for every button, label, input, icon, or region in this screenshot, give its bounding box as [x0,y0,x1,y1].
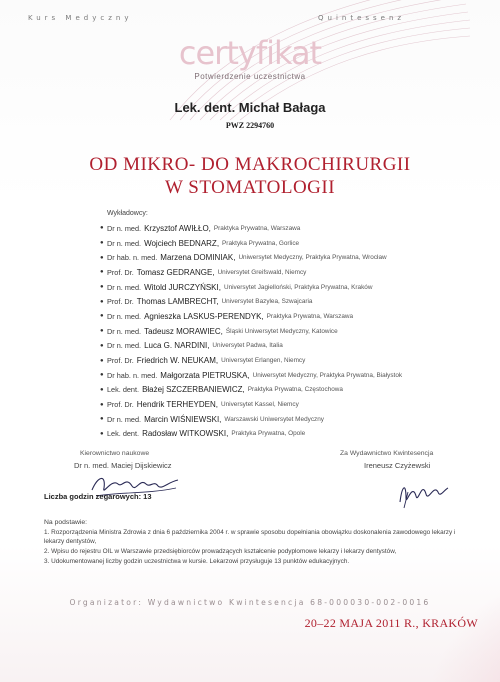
lecturer-title: Prof. Dr. [107,267,134,277]
bullet-icon: ● [100,313,104,320]
lecturer-name: Agnieszka LASKUS-PERENDYK, [144,311,264,321]
lecturer-title: Dr hab. n. med. [107,370,158,380]
bullet-icon: ● [100,269,104,276]
publisher-label: Quintessenz [318,14,406,22]
lecturer-title: Dr n. med. [107,414,142,424]
lecturer-item [100,427,402,442]
bullet-icon: ● [100,342,104,349]
certificate-title: certyfikat [178,34,322,72]
lecturer-title: Prof. Dr. [107,297,134,307]
lecturer-item [100,250,402,265]
lecturer-title: Dr n. med. [107,282,142,292]
scientific-director-role: Kierownictwo naukowe [80,450,150,457]
lecturer-item [100,324,402,339]
legal-basis-list [44,528,464,567]
lecturer-item [100,294,402,309]
lecturer-item [100,221,402,236]
lecturer-title: Dr n. med. [107,311,142,321]
lecturer-affiliation: Universytet Greifswald, Niemcy [217,268,307,276]
lecturer-name: Tomasz GEDRANGE, [136,267,215,277]
lecturer-title: Dr n. med. [107,326,142,336]
lecturer-affiliation: Praktyka Prywatna, Opole [231,430,306,438]
lecturer-title: Prof. Dr. [107,400,134,410]
lecturer-item [100,339,402,354]
lecturer-name: Witold JURCZYŃSKI, [144,282,221,292]
lecturer-affiliation: Universytet Padwa, Italia [212,342,283,350]
lecturer-name: Friedrich W. NEUKAM, [136,356,219,366]
certificate-subtitle: Potwierdzenie uczestnictwa [194,72,306,81]
lecturer-name: Krzysztof AWIŁŁO, [144,223,211,233]
lecturer-name: Tadeusz MORAWIEC, [144,326,223,336]
lecturer-title: Dr n. med. [107,223,142,233]
publisher-signatory-name: Ireneusz Czyżewski [364,461,431,470]
lecturer-affiliation: Praktyka Prywatna, Warszawa [266,312,354,320]
bullet-icon: ● [100,357,104,364]
hours-count: Liczba godzin zegarowych: 13 [44,492,152,501]
lecturer-item [100,280,402,295]
bullet-icon: ● [100,430,104,437]
bullet-icon: ● [100,284,104,291]
lecturer-title: Prof. Dr. [107,356,134,366]
bullet-icon: ● [100,225,104,232]
lecturer-item [100,397,402,412]
lecturer-title: Dr hab. n. med. [107,253,158,263]
bullet-icon: ● [100,254,104,261]
legal-basis-text: Udokumentowanej liczby godzin uczestnictwa w kursie. Lekarzowi przysługuje 13 punktów edukacyjnych. [51,558,350,565]
lecturer-name: Wojciech BEDNARZ, [144,238,220,248]
lecturer-affiliation: Uniwersytet Medyczny, Praktyka Prywatna, Białystok [252,371,403,379]
bullet-icon: ● [100,386,104,393]
legal-basis-number: 2. [44,548,50,555]
bullet-icon: ● [100,372,104,379]
lecturer-title: Dr n. med. [107,238,142,248]
legal-basis-item [44,528,464,546]
lecturer-affiliation: Śląski Uniwersytet Medyczny, Katowice [225,327,338,335]
bullet-icon: ● [100,240,104,247]
legal-basis-number: 3. [44,558,50,565]
lecturer-affiliation: Universytet Bazylea, Szwajcaria [221,298,313,306]
legal-basis-text: Rozporządzenia Ministra Zdrowia z dnia 6 października 2004 r. w sprawie sposobu dopełniania obowiązku doskonalenia zawodowego lekarzy i lekarzy dentystów, [44,529,456,545]
publisher-signatory-role: Za Wydawnictwo Kwintesencja [340,450,434,457]
lecturer-name: Radosław WITKOWSKI, [142,429,229,439]
bullet-icon: ● [100,416,104,423]
legal-basis-text: Wpisu do rejestru OIL w Warszawie przedsiębiorców prowadzących kształcenie podyplomowe lekarzy i lekarzy dentystów, [51,548,397,555]
lecturer-affiliation: Universytet Erlangen, Niemcy [221,357,306,365]
participant-name: Lek. dent. Michał Bałaga [174,100,326,115]
lecturer-item [100,368,402,383]
lecturer-name: Hendrik TERHEYDEN, [136,400,218,410]
lecturer-affiliation: Praktyka Prywatna, Gorlice [222,239,300,247]
organizer-line: Organizator: Wydawnictwo Kwintesencja 68-000030-002-0016 [69,598,431,607]
lecturer-item [100,236,402,251]
lecturer-item [100,265,402,280]
legal-basis-heading: Na podstawie: [44,519,88,526]
lecturers-heading: Wykładowcy: [107,210,148,217]
lecturer-name: Marcin WIŚNIEWSKI, [144,414,222,424]
lecturer-item [100,412,402,427]
lecturer-affiliation: Warszawski Uniwersytet Medyczny [224,415,324,423]
lecturer-item [100,383,402,398]
course-title-line2: W STOMATOLOGII [164,177,336,198]
signature-right [394,472,452,512]
lecturer-affiliation: Praktyka Prywatna, Częstochowa [247,386,343,394]
date-and-place: 20–22 MAJA 2011 R., KRAKÓW [304,616,478,630]
lecturer-title: Lek. dent. [107,385,140,395]
lecturer-name: Małgorzata PIETRUSKA, [160,370,250,380]
lecturer-name: Luca G. NARDINI, [144,341,210,351]
lecturer-item [100,353,402,368]
bullet-icon: ● [100,298,104,305]
participant-pwz: PWZ 2294760 [225,121,275,130]
lecturer-affiliation: Praktyka Prywatna, Warszawa [213,224,301,232]
bullet-icon: ● [100,328,104,335]
legal-basis-item [44,547,464,556]
lecturer-item [100,309,402,324]
lecturer-affiliation: Uniwersytet Medyczny, Praktyka Prywatna, Wrocław [238,254,387,262]
bullet-icon: ● [100,401,104,408]
course-title-line1: OD MIKRO- DO MAKROCHIRURGII [89,154,411,175]
lecturer-title: Dr n. med. [107,341,142,351]
legal-basis-number: 1. [44,529,50,536]
lecturer-affiliation: Universytet Kassel, Niemcy [220,401,299,409]
legal-basis-item [44,557,464,566]
lecturer-name: Błażej SZCZERBANIEWICZ, [142,385,245,395]
course-type-label: Kurs Medyczny [28,14,133,22]
lecturer-name: Thomas LAMBRECHT, [136,297,219,307]
scientific-director-name: Dr n. med. Maciej Dijskiewicz [74,461,172,470]
lecturer-affiliation: Universytet Jagielloński, Praktyka Prywatna, Kraków [223,283,373,291]
lecturer-title: Lek. dent. [107,429,140,439]
lecturer-name: Marzena DOMINIAK, [160,253,236,263]
lecturers-list [100,221,402,441]
